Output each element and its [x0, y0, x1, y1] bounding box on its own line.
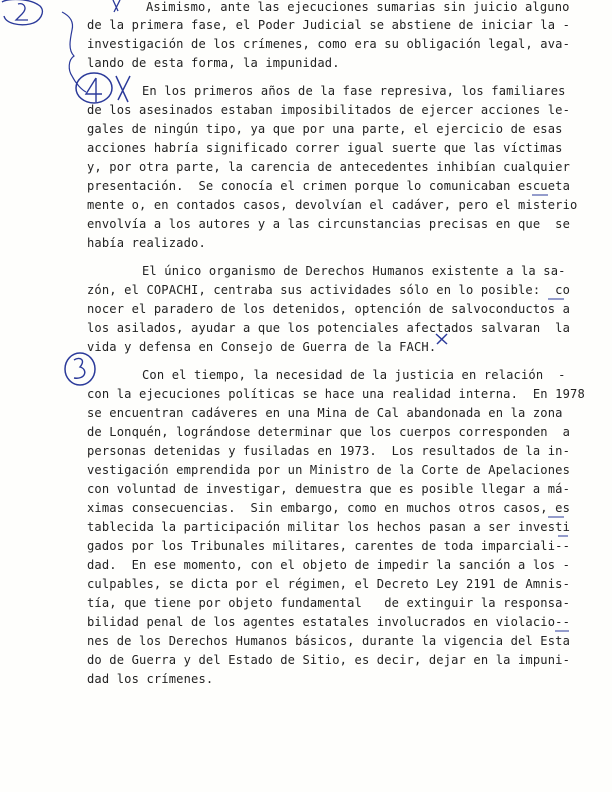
handwritten-x-mark — [110, 0, 124, 14]
text-line: Con el tiempo, la necesidad de la justicia en relación - — [142, 368, 566, 382]
text-line: El único organismo de Derechos Humanos existente a la sa- — [142, 264, 566, 278]
handwritten-underline — [558, 534, 568, 538]
text-line: de la primera fase, el Poder Judicial se abstiene de iniciar la - — [87, 18, 571, 32]
text-line: zón, el COPACHI, centraba sus actividades sólo en lo posible: co — [87, 283, 571, 297]
text-line: nes de los Derechos Humanos básicos, durante la vigencia del Esta — [87, 634, 571, 648]
text-line: En los primeros años de la fase represiva, los familiares — [142, 84, 566, 98]
text-line: vida y defensa en Consejo de Guerra de la FACH. — [87, 340, 437, 354]
text-line: ximas consecuencias. Sin embargo, como en muchos otros casos, es — [87, 501, 571, 515]
text-line: vestigación emprendida por un Ministro de la Corte de Apelaciones — [87, 463, 571, 477]
text-line: lando de esta forma, la impunidad. — [87, 56, 340, 70]
handwritten-circled-number-4 — [68, 70, 148, 110]
text-line: bilidad penal de los agentes estatales involucrados en violacio-- — [87, 615, 571, 629]
handwritten-underline — [532, 193, 548, 197]
handwritten-underline — [548, 297, 564, 301]
text-line: Asimismo, ante las ejecuciones sumarias sin juicio alguno — [146, 0, 570, 14]
handwritten-underline — [548, 515, 564, 519]
text-line: investigación de los crímenes, como era su obligación legal, ava- — [87, 37, 571, 51]
text-line: presentación. Se conocía el crimen porque lo comunicaban escueta — [87, 179, 571, 193]
text-line: mente o, en contados casos, devolvían el cadáver, pero el misterio — [87, 198, 578, 212]
text-line: dad los crímenes. — [87, 672, 214, 686]
text-line: de Lonquén, lográndose determinar que los cuerpos corresponden a — [87, 425, 571, 439]
text-line: nocer el paradero de los detenidos, optención de salvoconductos a — [87, 302, 571, 316]
text-line: con voluntad de investigar, demuestra que es posible llegar a má- — [87, 482, 571, 496]
handwritten-x-mark — [434, 332, 450, 346]
text-line: los asilados, ayudar a que los potenciales afectados salvaran la — [87, 321, 571, 335]
handwritten-underline — [555, 629, 569, 633]
text-line: gados por los Tribunales militares, carentes de toda imparciali-- — [87, 539, 571, 553]
handwritten-circled-number-3 — [62, 350, 102, 390]
text-line: había realizado. — [87, 236, 206, 250]
text-line: con la ejecuciones políticas se hace una realidad interna. En 1978 — [87, 387, 585, 401]
text-line: do de Guerra y del Estado de Sitio, es decir, dejar en la impuni- — [87, 653, 571, 667]
text-line: envolvía a los autores y a las circunstancias precisas en que se — [87, 217, 571, 231]
text-line: dad. En ese momento, con el objeto de impedir la sanción a los - — [87, 558, 571, 572]
text-line: culpables, se dicta por el régimen, el Decreto Ley 2191 de Amnis- — [87, 577, 571, 591]
text-line: gales de ningún tipo, ya que por una parte, el ejercicio de esas — [87, 122, 563, 136]
text-line: y, por otra parte, la carencia de antecedentes inhibían cualquier — [87, 160, 571, 174]
text-line: tablecida la participación militar los hechos pasan a ser investi — [87, 520, 571, 534]
text-line: de los asesinados estaban imposibilitados de ejercer acciones le- — [87, 103, 571, 117]
text-line: tía, que tiene por objeto fundamental de extinguir la responsa- — [87, 596, 571, 610]
text-line: se encuentran cadáveres en una Mina de Cal abandonada en la zona — [87, 406, 563, 420]
text-line: personas detenidas y fusiladas en 1973. Los resultados de la in- — [87, 444, 571, 458]
text-line: acciones habría significado correr igual suerte que las víctimas — [87, 141, 563, 155]
